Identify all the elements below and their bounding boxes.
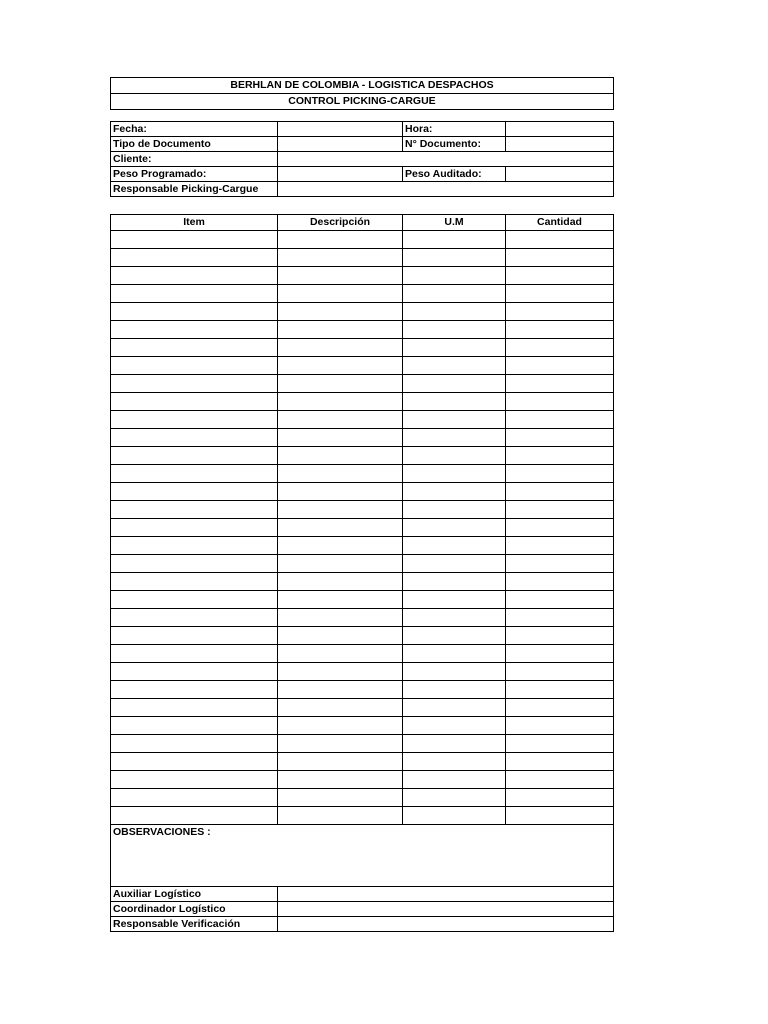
table-row — [111, 411, 614, 429]
descripcion-cell[interactable] — [278, 789, 403, 807]
descripcion-cell[interactable] — [278, 267, 403, 285]
item-cell[interactable] — [111, 393, 278, 411]
responsable-label: Responsable Picking-Cargue — [111, 182, 278, 197]
cantidad-cell[interactable] — [506, 375, 614, 393]
item-cell[interactable] — [111, 663, 278, 681]
item-cell[interactable] — [111, 753, 278, 771]
cantidad-cell[interactable] — [506, 627, 614, 645]
um-cell[interactable] — [403, 771, 506, 789]
item-cell[interactable] — [111, 303, 278, 321]
item-cell[interactable] — [111, 339, 278, 357]
descripcion-cell[interactable] — [278, 339, 403, 357]
item-cell[interactable] — [111, 501, 278, 519]
item-cell[interactable] — [111, 519, 278, 537]
descripcion-cell[interactable] — [278, 537, 403, 555]
column-header-item: Item — [111, 215, 278, 231]
descripcion-cell[interactable] — [278, 465, 403, 483]
cantidad-cell[interactable] — [506, 609, 614, 627]
fecha-field[interactable] — [278, 122, 403, 137]
column-header-descripcion: Descripción — [278, 215, 403, 231]
um-cell[interactable] — [403, 321, 506, 339]
item-cell[interactable] — [111, 321, 278, 339]
column-header-cantidad: Cantidad — [506, 215, 614, 231]
item-cell[interactable] — [111, 231, 278, 249]
items-section — [110, 214, 613, 932]
um-cell[interactable] — [403, 429, 506, 447]
descripcion-cell[interactable] — [278, 519, 403, 537]
cantidad-cell[interactable] — [506, 411, 614, 429]
table-row — [111, 339, 614, 357]
item-cell[interactable] — [111, 717, 278, 735]
um-cell[interactable] — [403, 699, 506, 717]
um-cell[interactable] — [403, 285, 506, 303]
cantidad-cell[interactable] — [506, 789, 614, 807]
cantidad-cell[interactable] — [506, 429, 614, 447]
descripcion-cell[interactable] — [278, 303, 403, 321]
item-cell[interactable] — [111, 807, 278, 825]
um-cell[interactable] — [403, 555, 506, 573]
table-row — [111, 447, 614, 465]
um-cell[interactable] — [403, 267, 506, 285]
item-cell[interactable] — [111, 483, 278, 501]
table-row — [111, 393, 614, 411]
item-cell[interactable] — [111, 627, 278, 645]
cantidad-cell[interactable] — [506, 321, 614, 339]
table-row — [111, 285, 614, 303]
descripcion-cell[interactable] — [278, 321, 403, 339]
descripcion-cell[interactable] — [278, 411, 403, 429]
cantidad-cell[interactable] — [506, 231, 614, 249]
item-cell[interactable] — [111, 555, 278, 573]
responsable-verificacion-label: Responsable Verificación — [111, 917, 278, 932]
um-cell[interactable] — [403, 249, 506, 267]
peso-auditado-field[interactable] — [506, 167, 614, 182]
peso-programado-field[interactable] — [278, 167, 403, 182]
descripcion-cell[interactable] — [278, 627, 403, 645]
descripcion-cell[interactable] — [278, 699, 403, 717]
table-row — [111, 375, 614, 393]
descripcion-cell[interactable] — [278, 591, 403, 609]
cantidad-cell[interactable] — [506, 591, 614, 609]
um-cell[interactable] — [403, 735, 506, 753]
um-cell[interactable] — [403, 609, 506, 627]
item-cell[interactable] — [111, 771, 278, 789]
um-cell[interactable] — [403, 357, 506, 375]
items-header-row — [111, 215, 614, 231]
column-header-um: U.M — [403, 215, 506, 231]
cantidad-cell[interactable] — [506, 807, 614, 825]
table-row — [111, 771, 614, 789]
item-cell[interactable] — [111, 537, 278, 555]
peso-programado-label: Peso Programado: — [111, 167, 278, 182]
item-cell[interactable] — [111, 249, 278, 267]
um-cell[interactable] — [403, 573, 506, 591]
table-row — [111, 267, 614, 285]
table-row — [111, 627, 614, 645]
table-row — [111, 321, 614, 339]
descripcion-cell[interactable] — [278, 681, 403, 699]
form-title: BERHLAN DE COLOMBIA - LOGISTICA DESPACHOS — [111, 78, 614, 94]
cantidad-cell[interactable] — [506, 501, 614, 519]
um-cell[interactable] — [403, 465, 506, 483]
cantidad-cell[interactable] — [506, 393, 614, 411]
table-row — [111, 717, 614, 735]
cantidad-cell[interactable] — [506, 717, 614, 735]
item-cell[interactable] — [111, 411, 278, 429]
hora-label: Hora: — [403, 122, 506, 137]
um-cell[interactable] — [403, 789, 506, 807]
table-row — [111, 303, 614, 321]
descripcion-cell[interactable] — [278, 501, 403, 519]
responsable-verificacion-field[interactable] — [278, 917, 614, 932]
descripcion-cell[interactable] — [278, 663, 403, 681]
coordinador-logistico-field[interactable] — [278, 902, 614, 917]
cantidad-cell[interactable] — [506, 663, 614, 681]
descripcion-cell[interactable] — [278, 375, 403, 393]
um-cell[interactable] — [403, 591, 506, 609]
item-cell[interactable] — [111, 573, 278, 591]
um-cell[interactable] — [403, 303, 506, 321]
table-row — [111, 789, 614, 807]
um-cell[interactable] — [403, 753, 506, 771]
um-cell[interactable] — [403, 645, 506, 663]
cantidad-cell[interactable] — [506, 537, 614, 555]
table-row — [111, 735, 614, 753]
descripcion-cell[interactable] — [278, 393, 403, 411]
auxiliar-logistico-label: Auxiliar Logístico — [111, 887, 278, 902]
cantidad-cell[interactable] — [506, 771, 614, 789]
table-row — [111, 465, 614, 483]
observaciones-label: OBSERVACIONES : — [113, 826, 211, 838]
cliente-field[interactable] — [278, 152, 614, 167]
um-cell[interactable] — [403, 627, 506, 645]
table-row — [111, 591, 614, 609]
descripcion-cell[interactable] — [278, 645, 403, 663]
descripcion-cell[interactable] — [278, 447, 403, 465]
item-cell[interactable] — [111, 699, 278, 717]
fecha-label: Fecha: — [111, 122, 278, 137]
tipo-documento-field[interactable] — [278, 137, 403, 152]
descripcion-cell[interactable] — [278, 483, 403, 501]
table-row — [111, 483, 614, 501]
item-cell[interactable] — [111, 267, 278, 285]
cantidad-cell[interactable] — [506, 249, 614, 267]
item-cell[interactable] — [111, 735, 278, 753]
table-row — [111, 663, 614, 681]
cantidad-cell[interactable] — [506, 465, 614, 483]
cantidad-cell[interactable] — [506, 267, 614, 285]
um-cell[interactable] — [403, 663, 506, 681]
hora-field[interactable] — [506, 122, 614, 137]
responsable-field[interactable] — [278, 182, 614, 197]
item-cell[interactable] — [111, 609, 278, 627]
item-cell[interactable] — [111, 285, 278, 303]
um-cell[interactable] — [403, 393, 506, 411]
table-row — [111, 357, 614, 375]
table-row — [111, 699, 614, 717]
table-row — [111, 501, 614, 519]
form-subtitle: CONTROL PICKING-CARGUE — [111, 94, 614, 110]
um-cell[interactable] — [403, 375, 506, 393]
descripcion-cell[interactable] — [278, 555, 403, 573]
item-cell[interactable] — [111, 447, 278, 465]
cantidad-cell[interactable] — [506, 483, 614, 501]
table-row — [111, 609, 614, 627]
descripcion-cell[interactable] — [278, 771, 403, 789]
item-cell[interactable] — [111, 591, 278, 609]
cantidad-cell[interactable] — [506, 339, 614, 357]
peso-auditado-label: Peso Auditado: — [403, 167, 506, 182]
cantidad-cell[interactable] — [506, 699, 614, 717]
item-cell[interactable] — [111, 465, 278, 483]
coordinador-logistico-label: Coordinador Logístico — [111, 902, 278, 917]
table-row — [111, 807, 614, 825]
table-row — [111, 249, 614, 267]
descripcion-cell[interactable] — [278, 609, 403, 627]
descripcion-cell[interactable] — [278, 735, 403, 753]
cantidad-cell[interactable] — [506, 285, 614, 303]
table-row — [111, 681, 614, 699]
cantidad-cell[interactable] — [506, 555, 614, 573]
item-cell[interactable] — [111, 357, 278, 375]
item-cell[interactable] — [111, 645, 278, 663]
um-cell[interactable] — [403, 231, 506, 249]
observaciones-box[interactable] — [111, 825, 614, 887]
um-cell[interactable] — [403, 681, 506, 699]
descripcion-cell[interactable] — [278, 717, 403, 735]
cliente-label: Cliente: — [111, 152, 278, 167]
item-cell[interactable] — [111, 375, 278, 393]
um-cell[interactable] — [403, 339, 506, 357]
um-cell[interactable] — [403, 411, 506, 429]
item-cell[interactable] — [111, 789, 278, 807]
um-cell[interactable] — [403, 447, 506, 465]
cantidad-cell[interactable] — [506, 645, 614, 663]
um-cell[interactable] — [403, 501, 506, 519]
table-row — [111, 555, 614, 573]
cantidad-cell[interactable] — [506, 519, 614, 537]
descripcion-cell[interactable] — [278, 573, 403, 591]
table-row — [111, 573, 614, 591]
cantidad-cell[interactable] — [506, 357, 614, 375]
um-cell[interactable] — [403, 483, 506, 501]
descripcion-cell[interactable] — [278, 807, 403, 825]
descripcion-cell[interactable] — [278, 285, 403, 303]
cantidad-cell[interactable] — [506, 681, 614, 699]
table-row — [111, 231, 614, 249]
info-section — [110, 121, 613, 197]
cantidad-cell[interactable] — [506, 303, 614, 321]
item-cell[interactable] — [111, 681, 278, 699]
item-cell[interactable] — [111, 429, 278, 447]
items-body — [111, 231, 614, 825]
auxiliar-logistico-field[interactable] — [278, 887, 614, 902]
um-cell[interactable] — [403, 807, 506, 825]
descripcion-cell[interactable] — [278, 753, 403, 771]
table-row — [111, 753, 614, 771]
n-documento-label: N° Documento: — [403, 137, 506, 152]
descripcion-cell[interactable] — [278, 357, 403, 375]
um-cell[interactable] — [403, 717, 506, 735]
um-cell[interactable] — [403, 519, 506, 537]
form-header — [110, 77, 613, 110]
table-row — [111, 645, 614, 663]
table-row — [111, 519, 614, 537]
descripcion-cell[interactable] — [278, 231, 403, 249]
cantidad-cell[interactable] — [506, 447, 614, 465]
table-row — [111, 429, 614, 447]
cantidad-cell[interactable] — [506, 735, 614, 753]
descripcion-cell[interactable] — [278, 249, 403, 267]
n-documento-field[interactable] — [506, 137, 614, 152]
descripcion-cell[interactable] — [278, 429, 403, 447]
tipo-documento-label: Tipo de Documento — [111, 137, 278, 152]
cantidad-cell[interactable] — [506, 753, 614, 771]
cantidad-cell[interactable] — [506, 573, 614, 591]
table-row — [111, 537, 614, 555]
um-cell[interactable] — [403, 537, 506, 555]
